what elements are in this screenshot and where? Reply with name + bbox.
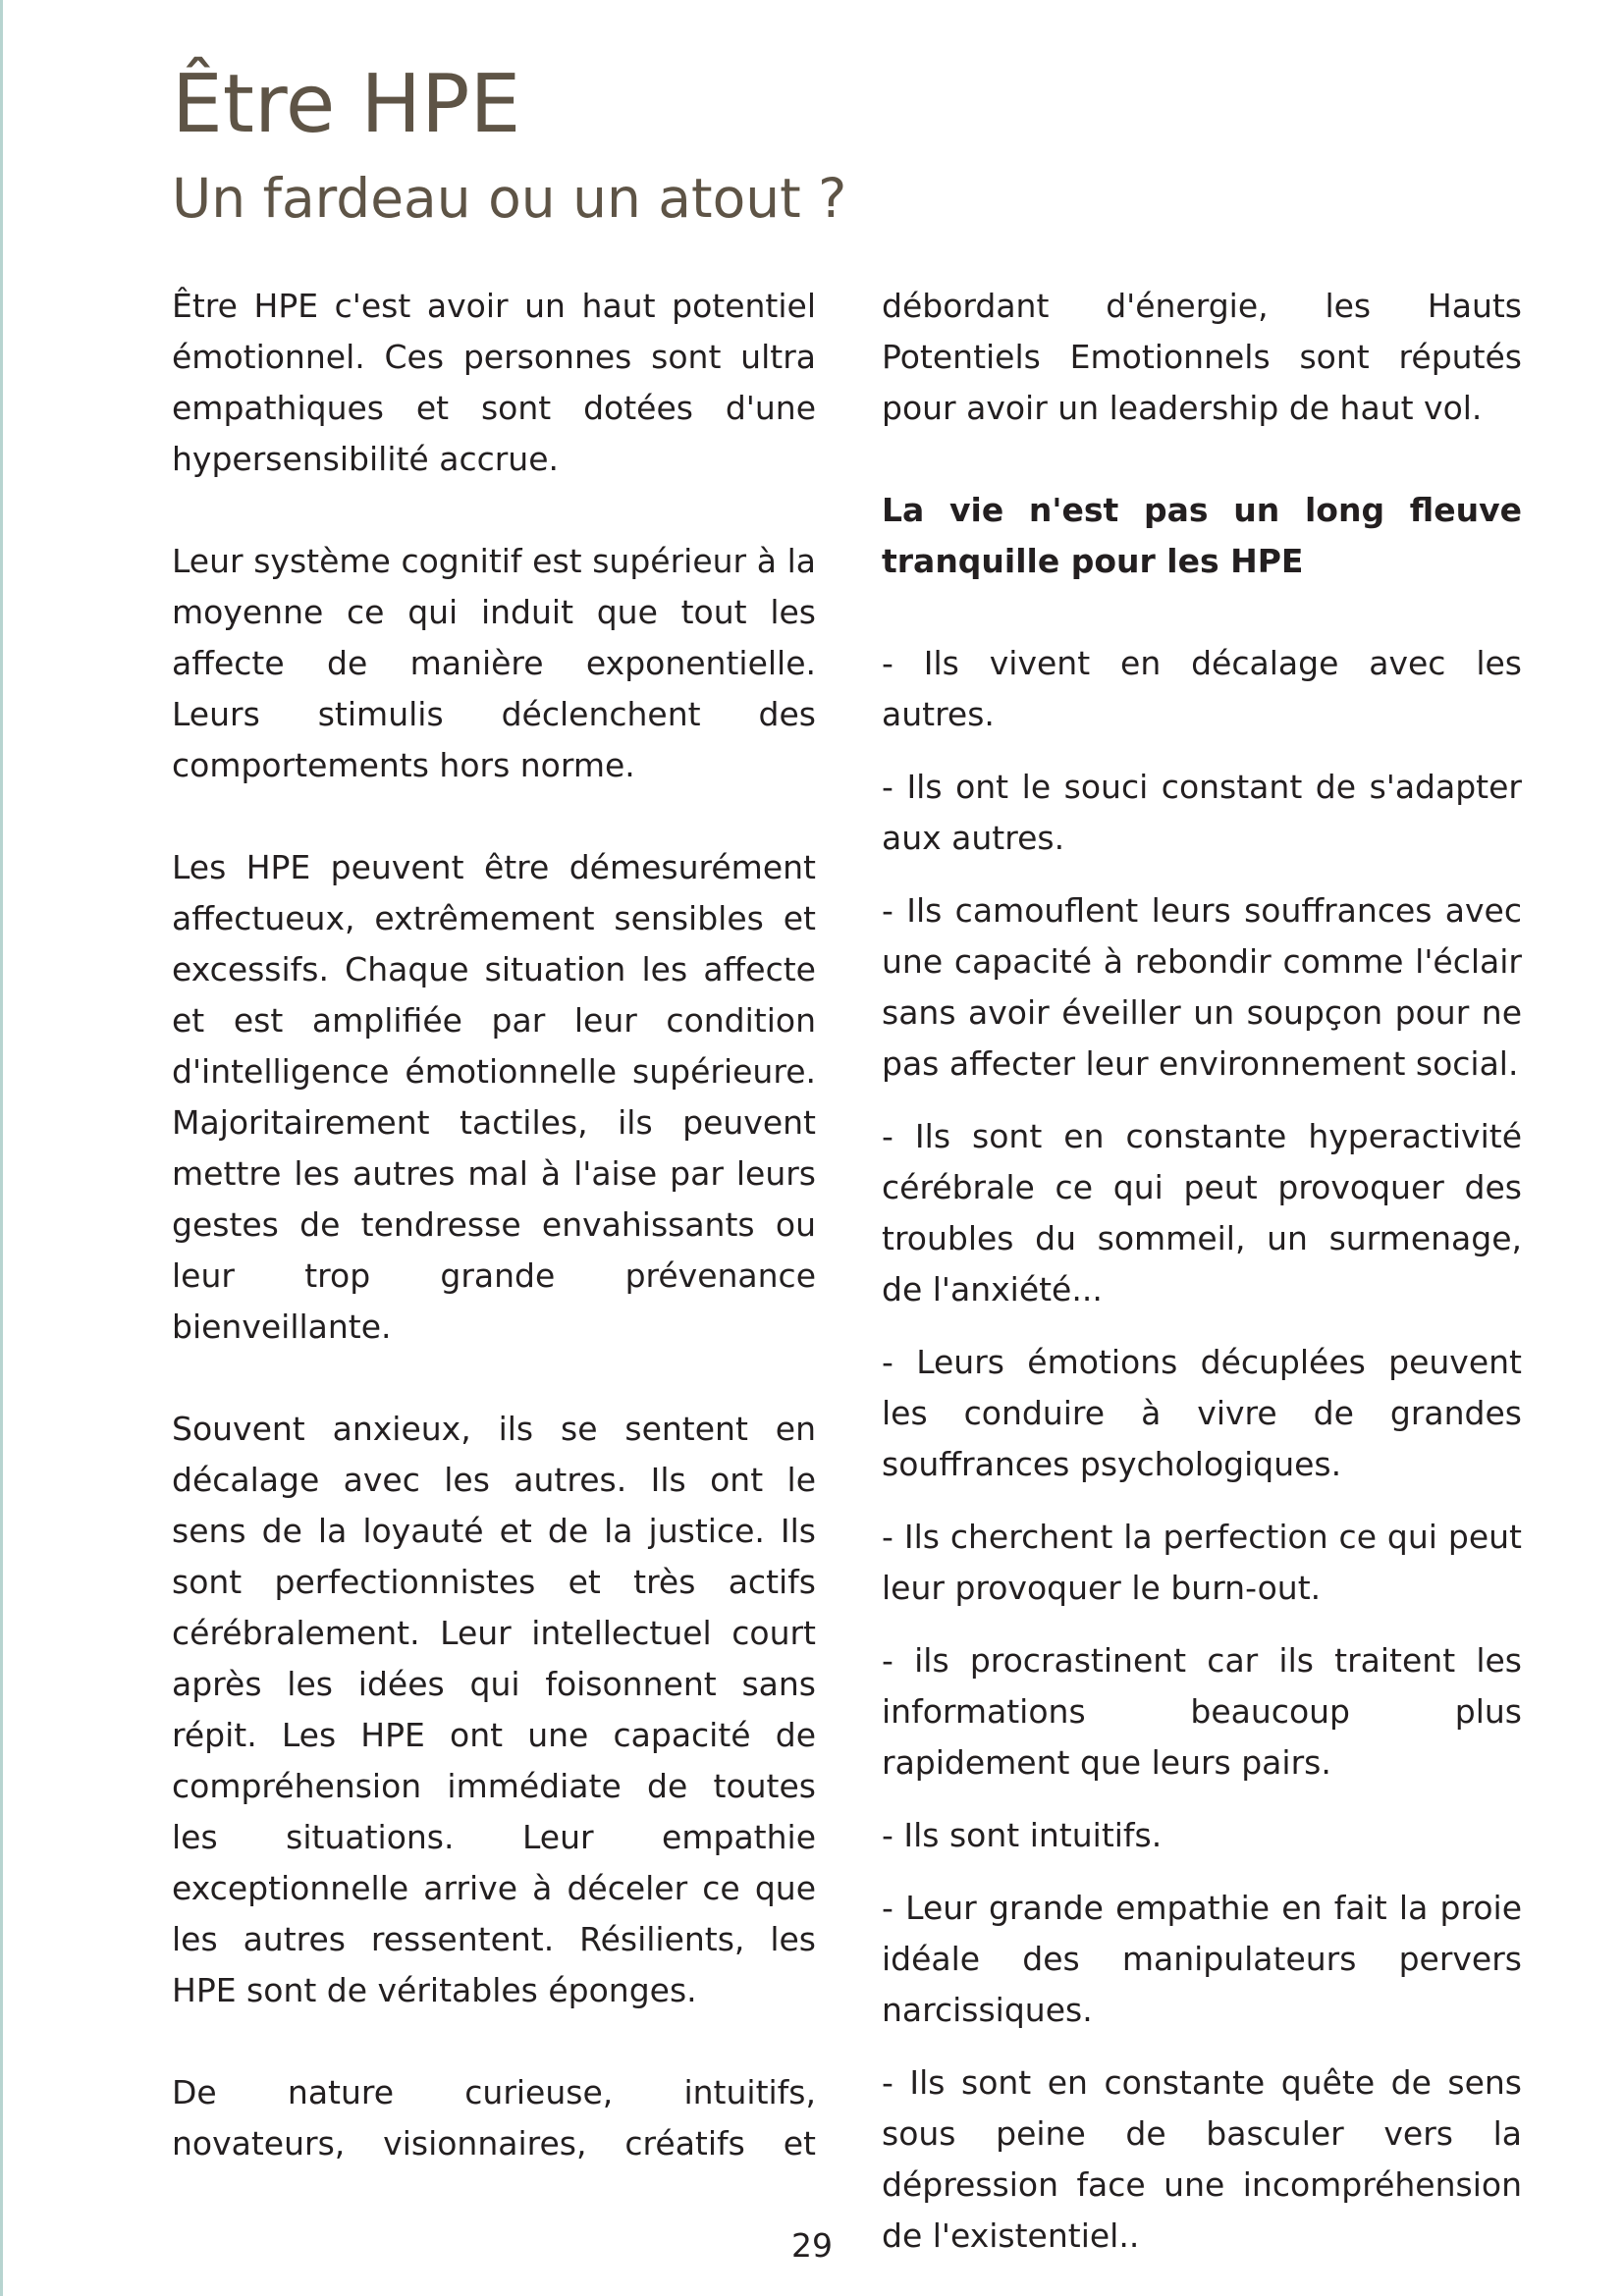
right-column <box>882 281 1522 2283</box>
page-subtitle: Un fardeau ou un atout ? <box>172 167 847 230</box>
list-item: - ils procrastinent car ils traitent les informations beaucoup plus rapidement que leurs pairs. <box>882 1641 1522 1782</box>
paragraph: Leur système cognitif est supérieur à la moyenne ce qui induit que tout les affecte de manière exponentielle. Leurs stimulis déclenchent des comportements hors norme. <box>172 542 816 784</box>
page-number: 29 <box>791 2226 833 2265</box>
list-item: - Ils sont en constante quête de sens sous peine de basculer vers la dépression face une incompréhension de l'existentiel.. <box>882 2063 1522 2255</box>
intro-paragraph: débordant d'énergie, les Hauts Potentiels Emotionnels sont réputés pour avoir un leadership de haut vol. <box>882 287 1522 427</box>
list-item: - Leur grande empathie en fait la proie idéale des manipulateurs pervers narcissiques. <box>882 1889 1522 2029</box>
paragraph: Les HPE peuvent être démesurément affectueux, extrêmement sensibles et excessifs. Chaque situation les affecte et est amplifiée par leur condition d'intelligence émotionnelle supérieure. Majoritairement tactiles, ils peuvent mettre les autres mal à l'aise par leurs gestes de tendresse envahissants ou leur trop grande prévenance bienveillante. <box>172 848 816 1346</box>
list-item: - Ils vivent en décalage avec les autres. <box>882 644 1522 733</box>
paragraph: Souvent anxieux, ils se sentent en décalage avec les autres. Ils ont le sens de la loyauté et de la justice. Ils sont perfectionnistes et très actifs cérébralement. Leur intellectuel court après les idées qui foisonnent sans répit. Les HPE ont une capacité de compréhension immédiate de toutes les situations. Leur empathie exceptionnelle arrive à déceler ce que les autres ressentent. Résilients, les HPE sont de véritables éponges. <box>172 1410 816 2009</box>
section-heading: La vie n'est pas un long fleuve tranquille pour les HPE <box>882 491 1522 580</box>
left-column <box>172 281 816 2220</box>
paragraph: Être HPE c'est avoir un haut potentiel émotionnel. Ces personnes sont ultra empathiques et sont dotées d'une hypersensibilité accrue. <box>172 287 816 478</box>
list-item: - Leurs émotions décuplées peuvent les conduire à vivre de grandes souffrances psychologiques. <box>882 1343 1522 1483</box>
list-item: - Ils sont en constante hyperactivité cérébrale ce qui peut provoquer des troubles du sommeil, un surmenage, de l'anxiété... <box>882 1117 1522 1308</box>
list-item: - Ils sont intuitifs. <box>882 1816 1163 1854</box>
list-item: - Ils camouflent leurs souffrances avec une capacité à rebondir comme l'éclair sans avoir éveiller un soupçon pour ne pas affecter leur environnement social. <box>882 891 1522 1083</box>
list-item: - Ils ont le souci constant de s'adapter aux autres. <box>882 768 1522 857</box>
page-edge-line <box>0 0 3 2296</box>
page-title: Être HPE <box>172 58 521 151</box>
list-item: - Ils cherchent la perfection ce qui peut leur provoquer le burn-out. <box>882 1518 1522 1607</box>
paragraph: De nature curieuse, intuitifs, novateurs, visionnaires, créatifs et <box>172 2073 816 2163</box>
